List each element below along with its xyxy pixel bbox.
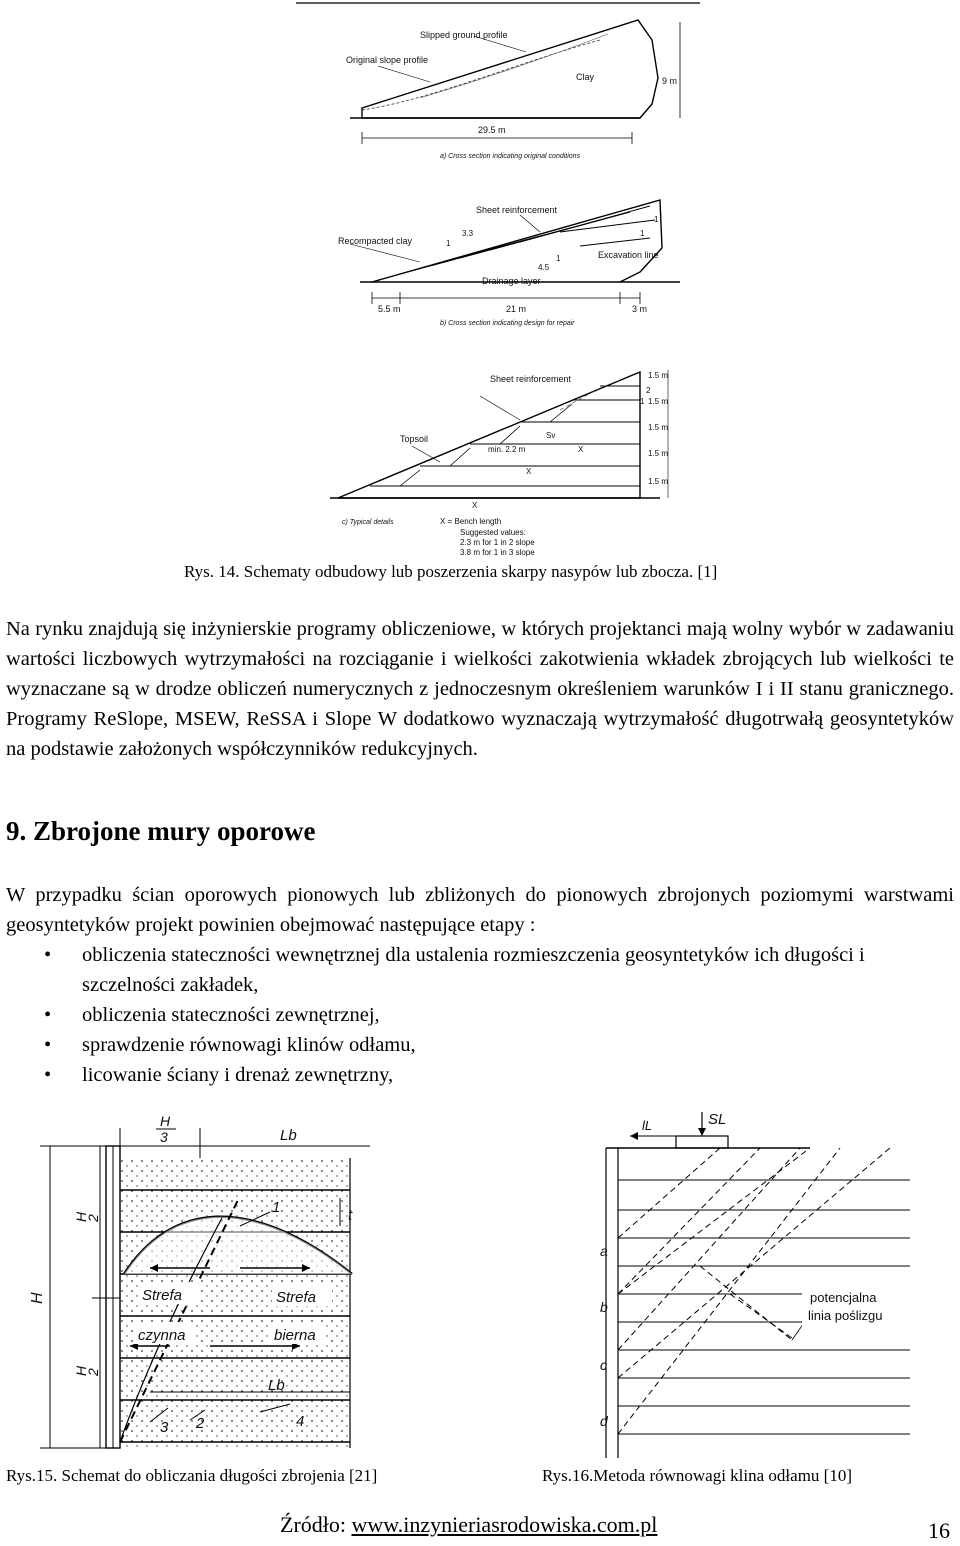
spacing-1: 1.5 m <box>648 371 669 380</box>
label-linia-poslizgu: linia poślizgu <box>808 1308 883 1323</box>
label-excavation-line: Excavation line <box>598 250 659 260</box>
surcharge-load <box>676 1136 728 1148</box>
ratio3-side: 1 <box>654 215 659 224</box>
steps-list <box>6 940 954 1090</box>
label-c: c <box>600 1357 607 1373</box>
bullet-icon: • <box>44 944 52 966</box>
figure-15-caption: Rys.15. Schemat do obliczania długości zbrojenia [21] <box>6 1466 378 1485</box>
label-sheet-reinforcement-c: Sheet reinforcement <box>490 374 572 384</box>
diagram-b <box>338 200 680 327</box>
ratio1-top: 3.3 <box>462 229 474 238</box>
label-b: b <box>600 1299 608 1315</box>
label-lb-top: Lb <box>280 1127 297 1144</box>
figure-16-caption: Rys.16.Metoda równowagi klina odłamu [10] <box>542 1466 852 1485</box>
spacing-3: 1.5 m <box>648 423 669 432</box>
label-h2-top-den: 2 <box>85 1214 101 1222</box>
list-item <box>6 1000 954 1030</box>
label-h2-bottom-num: H <box>73 1365 89 1376</box>
source-label: Źródło: <box>280 1512 352 1537</box>
label-d: d <box>600 1413 608 1429</box>
label-a: a <box>600 1243 608 1259</box>
paragraph-intro: W przypadku ścian oporowych pionowych lub zbliżonych do pionowych zbrojonych poziomymi warstwami geosyntetyków projekt powinien obejmować następujące etapy : <box>6 884 954 936</box>
label-slope-2: 2 <box>646 386 651 395</box>
label-t: t <box>348 1207 353 1224</box>
label-h2-top-num: H <box>73 1211 89 1222</box>
label-h2-bottom-den: 2 <box>85 1368 101 1376</box>
ratio2-bottom: 4.5 <box>538 263 550 272</box>
source-link[interactable]: www.inzynieriasrodowiska.com.pl <box>351 1512 658 1537</box>
bullet-icon: • <box>44 1034 52 1056</box>
label-original-slope: Original slope profile <box>346 55 429 65</box>
list-item-text: licowanie ściany i drenaż zewnętrzny, <box>82 1064 394 1086</box>
list-item-text: obliczenia stateczności zewnętrznej, <box>82 1004 380 1026</box>
bullet-icon: • <box>44 1064 52 1086</box>
label-x-2: X <box>526 467 532 476</box>
ratio3-bottom: 1 <box>640 229 645 238</box>
ratio1-side: 1 <box>446 239 451 248</box>
list-item <box>6 1060 954 1090</box>
caption-b: b) Cross section indicating design for repair <box>440 320 575 327</box>
label-h3-num: H <box>160 1113 171 1129</box>
label-clay: Clay <box>576 72 595 82</box>
label-suggested-2: 3.8 m for 1 in 3 slope <box>460 548 535 557</box>
figure-16-wedge-method <box>480 1108 960 1458</box>
list-item <box>6 1030 954 1060</box>
label-x-1: X <box>578 445 584 454</box>
label-min-2-2m: min. 2.2 m <box>488 445 526 454</box>
source-footer <box>280 1512 657 1538</box>
label-sheet-reinforcement-b: Sheet reinforcement <box>476 205 558 215</box>
spacing-4: 1.5 m <box>648 449 669 458</box>
figure-15-reinforcement-length <box>0 1108 480 1458</box>
label-drainage-layer: Drainage layer <box>482 276 541 286</box>
caption-c: c) Typical details <box>342 519 394 526</box>
label-9m: 9 m <box>662 76 678 86</box>
label-topsoil: Topsoil <box>400 434 429 444</box>
figure-14-slope-diagrams <box>0 0 960 560</box>
label-lb-bottom: Lb <box>268 1377 285 1394</box>
label-1: 1 <box>272 1199 281 1216</box>
label-29-5m: 29.5 m <box>478 125 506 135</box>
figure-14-caption: Rys. 14. Schematy odbudowy lub poszerzenia skarpy nasypów lub zbocza. [1] <box>184 562 718 581</box>
list-item-text: sprawdzenie równowagi klinów odłamu, <box>82 1034 416 1056</box>
label-x-3: X <box>472 501 478 510</box>
label-suggested: Suggested values: <box>460 528 526 537</box>
ratio2-top: 1 <box>556 254 561 263</box>
label-czynna: czynna <box>138 1327 186 1344</box>
dim-21m: 21 m <box>506 304 527 314</box>
label-recompacted-clay: Recompacted clay <box>338 236 413 246</box>
bullet-icon: • <box>44 1004 52 1026</box>
caption-a: a) Cross section indicating original conditions <box>440 153 581 160</box>
spacing-2: 1.5 m <box>648 397 669 406</box>
dim-5-5m: 5.5 m <box>378 304 401 314</box>
label-strefa-bierna: Strefa <box>276 1289 317 1306</box>
list-item-text: obliczenia stateczności wewnętrznej dla ustalenia rozmieszczenia geosyntetyków ich długości i szczelności zakładek, <box>82 944 865 996</box>
label-potencjalna: potencjalna <box>810 1290 877 1305</box>
label-h: H <box>29 1292 46 1304</box>
slope-profile-c <box>338 372 640 498</box>
diagram-c <box>330 370 668 557</box>
label-4: 4 <box>296 1413 305 1430</box>
label-slope-1: 1 <box>640 397 645 406</box>
label-bierna: bierna <box>274 1327 316 1344</box>
paragraph-programs: Na rynku znajdują się inżynierskie programy obliczeniowe, w których projektanci mają wolny wybór w zadawaniu wartości liczbowych wytrzymałości na rozciąganie i wielkości zakotwienia wkładek zbrojących lub wielkości te wyznaczane są w drodze obliczeń numerycznych z jednoczesnym określeniem warunków I i II stanu granicznego. Programy ReSlope, MSEW, ReSSA i Slope W dodatkowo wyznaczają wytrzymałość długotrwałą geosyntetyków na podstawie założonych współczynników redukcyjnych. <box>6 618 954 760</box>
label-h3-den: 3 <box>160 1129 168 1145</box>
label-ll: lL <box>642 1118 653 1133</box>
dim-3m: 3 m <box>632 304 648 314</box>
diagram-a <box>346 20 680 160</box>
label-bench-length: X = Bench length <box>440 517 502 526</box>
label-suggested-1: 2.3 m for 1 in 2 slope <box>460 538 535 547</box>
section-heading: 9. Zbrojone mury oporowe <box>6 816 316 846</box>
label-slipped-ground: Slipped ground profile <box>420 30 508 40</box>
spacing-5: 1.5 m <box>648 477 669 486</box>
label-2: 2 <box>196 1415 205 1432</box>
slip-surface <box>420 34 608 98</box>
label-sv: Sv <box>546 431 556 440</box>
label-3: 3 <box>160 1419 169 1436</box>
page-number: 16 <box>928 1518 950 1543</box>
label-strefa-czynna: Strefa <box>142 1287 183 1304</box>
label-sl: SL <box>708 1111 727 1128</box>
list-item <box>6 940 954 1000</box>
